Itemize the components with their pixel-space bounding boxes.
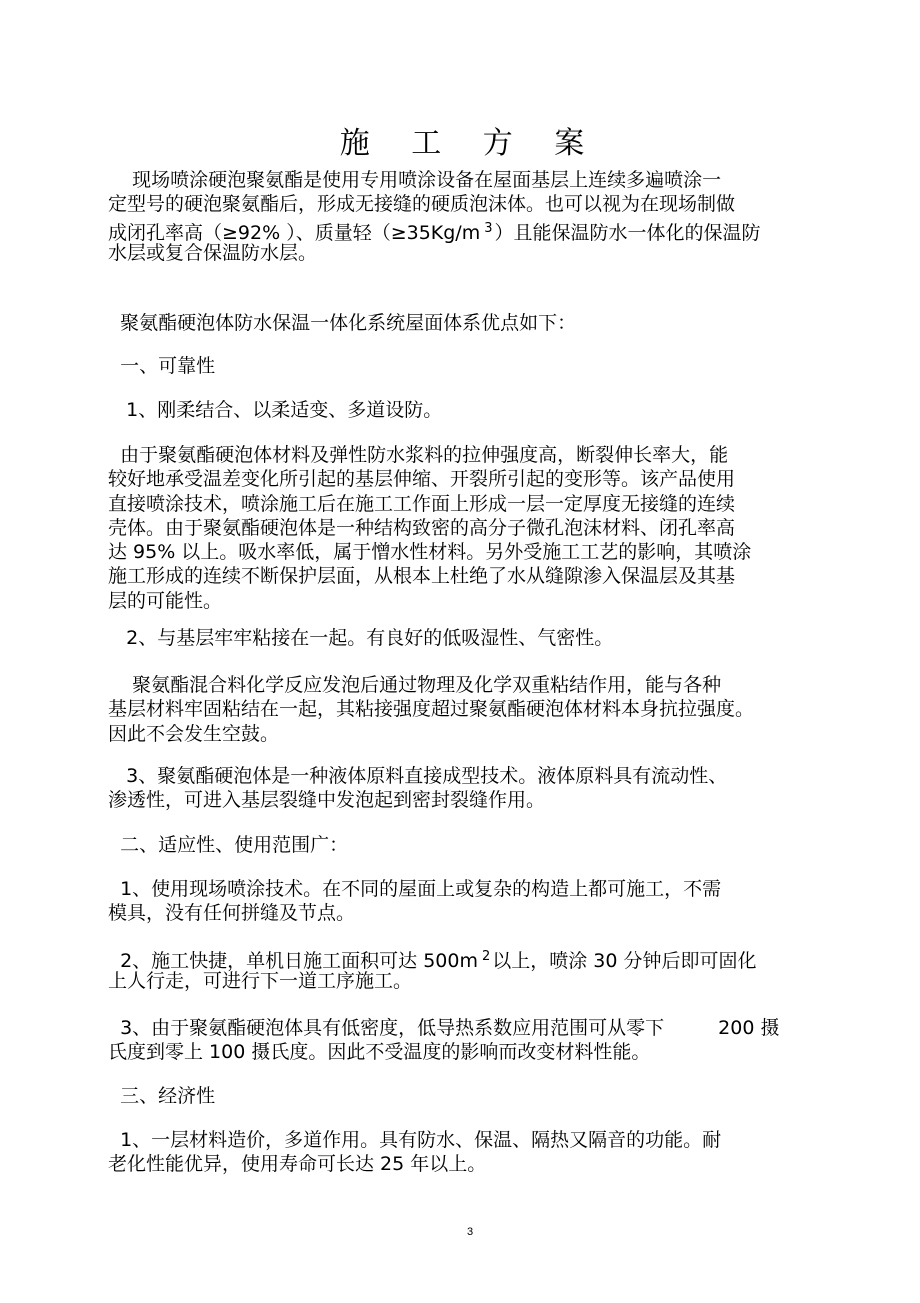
- section-heading-text: 一、可靠性: [108, 355, 216, 377]
- body-line: 壳体。由于聚氨酯硬泡体是一种结构致密的高分子微孔泡沫材料、闭孔率高: [108, 516, 736, 539]
- body-line-part: 以上，喷涂 30 分钟后即可固化: [492, 950, 757, 972]
- section2-heading: [108, 833, 838, 857]
- body-line: 由于聚氨酯硬泡体材料及弹性防水浆料的拉伸强度高，断裂伸长率大，能: [108, 444, 729, 466]
- section1-item1-body: [108, 443, 838, 613]
- section1-item2-body: [108, 673, 838, 746]
- body-line-part: 2、施工快捷，单机日施工面积可达 500m: [108, 950, 478, 972]
- item-heading-text: 1、刚柔结合、以柔适变、多道设防。: [108, 399, 443, 421]
- body-line: 聚氨酯混合料化学反应发泡后通过物理及化学双重粘结作用，能与各种: [108, 674, 722, 696]
- section-heading-text: 三、经济性: [108, 1085, 216, 1107]
- intro-line-part: 成闭孔率高（≥92% ）、质量轻（≥35Kg/m: [108, 221, 481, 244]
- body-line: [108, 945, 838, 972]
- body-line: 渗透性，可进入基层裂缝中发泡起到密封裂缝作用。: [108, 789, 546, 812]
- document-title: 施 工 方 案: [339, 126, 601, 161]
- body-line: 老化性能优异，使用寿命可长达 25 年以上。: [108, 1153, 487, 1176]
- section1-heading: [108, 354, 838, 378]
- body-line: 达 95% 以上。吸水率低，属于憎水性材料。另外受施工工艺的影响，其喷涂: [108, 541, 752, 564]
- body-line: 氏度到零上 100 摄氏度。因此不受温度的影响而改变材料性能。: [108, 1041, 651, 1064]
- section-heading-text: 二、适应性、使用范围广：: [108, 834, 349, 856]
- body-line: 1、使用现场喷涂技术。在不同的屋面上或复杂的构造上都可施工，不需: [108, 878, 722, 900]
- section1-item3-body: [108, 764, 838, 813]
- item-heading-text: 2、与基层牢牢粘接在一起。有良好的低吸湿性、气密性。: [108, 627, 614, 649]
- body-line: 上人行走，可进行下一道工序施工。: [108, 970, 413, 993]
- intro-line: [108, 217, 838, 244]
- intro-line: 水层或复合保温防水层。: [108, 241, 318, 264]
- body-line: 施工形成的连续不断保护层面，从根本上杜绝了水从缝隙渗入保温层及其基: [108, 565, 736, 588]
- body-line-part: 200 摄: [718, 1017, 780, 1039]
- section2-item2: [108, 945, 838, 994]
- intro-line: 定型号的硬泡聚氨酯后，形成无接缝的硬质泡沫体。也可以视为在现场制做: [108, 193, 736, 216]
- section2-item3: [108, 1016, 838, 1065]
- advantages-heading-text: 聚氨酯硬泡体防水保温一体化系统屋面体系优点如下：: [108, 312, 577, 334]
- superscript: 3: [484, 220, 493, 236]
- intro-line-part: ）且能保温防水一体化的保温防: [494, 221, 761, 244]
- body-line-part: 3、由于聚氨酯硬泡体具有低密度，低导热系数应用范围可从零下: [108, 1017, 665, 1039]
- body-line: 较好地承受温差变化所引起的基层伸缩、开裂所引起的变形等。该产品使用: [108, 468, 736, 491]
- body-line: 基层材料牢固粘结在一起，其粘接强度超过聚氨酯硬泡体材料本身抗拉强度。: [108, 698, 755, 721]
- body-line: 1、一层材料造价，多道作用。具有防水、保温、隔热又隔音的功能。耐: [108, 1129, 722, 1151]
- page-number: 3: [466, 1226, 474, 1238]
- superscript: 2: [481, 949, 491, 964]
- body-line: 3、聚氨酯硬泡体是一种液体原料直接成型技术。液体原料具有流动性、: [108, 765, 728, 787]
- section3-heading: [108, 1084, 838, 1108]
- intro-line: 现场喷涂硬泡聚氨酯是使用专用喷涂设备在屋面基层上连续多遍喷涂一: [108, 169, 722, 191]
- advantages-heading: [108, 311, 838, 335]
- section3-item1: [108, 1128, 838, 1177]
- body-line: 层的可能性。: [108, 589, 223, 612]
- body-line: [108, 1016, 838, 1040]
- body-line: 直接喷涂技术，喷涂施工后在施工工作面上形成一层一定厚度无接缝的连续: [108, 492, 736, 515]
- section1-item2-heading: [108, 626, 838, 650]
- section1-item1-heading: [108, 398, 838, 422]
- body-line: 因此不会发生空鼓。: [108, 722, 280, 745]
- intro-paragraph: [108, 168, 838, 265]
- section2-item1: [108, 877, 838, 926]
- body-line: 模具，没有任何拼缝及节点。: [108, 902, 356, 925]
